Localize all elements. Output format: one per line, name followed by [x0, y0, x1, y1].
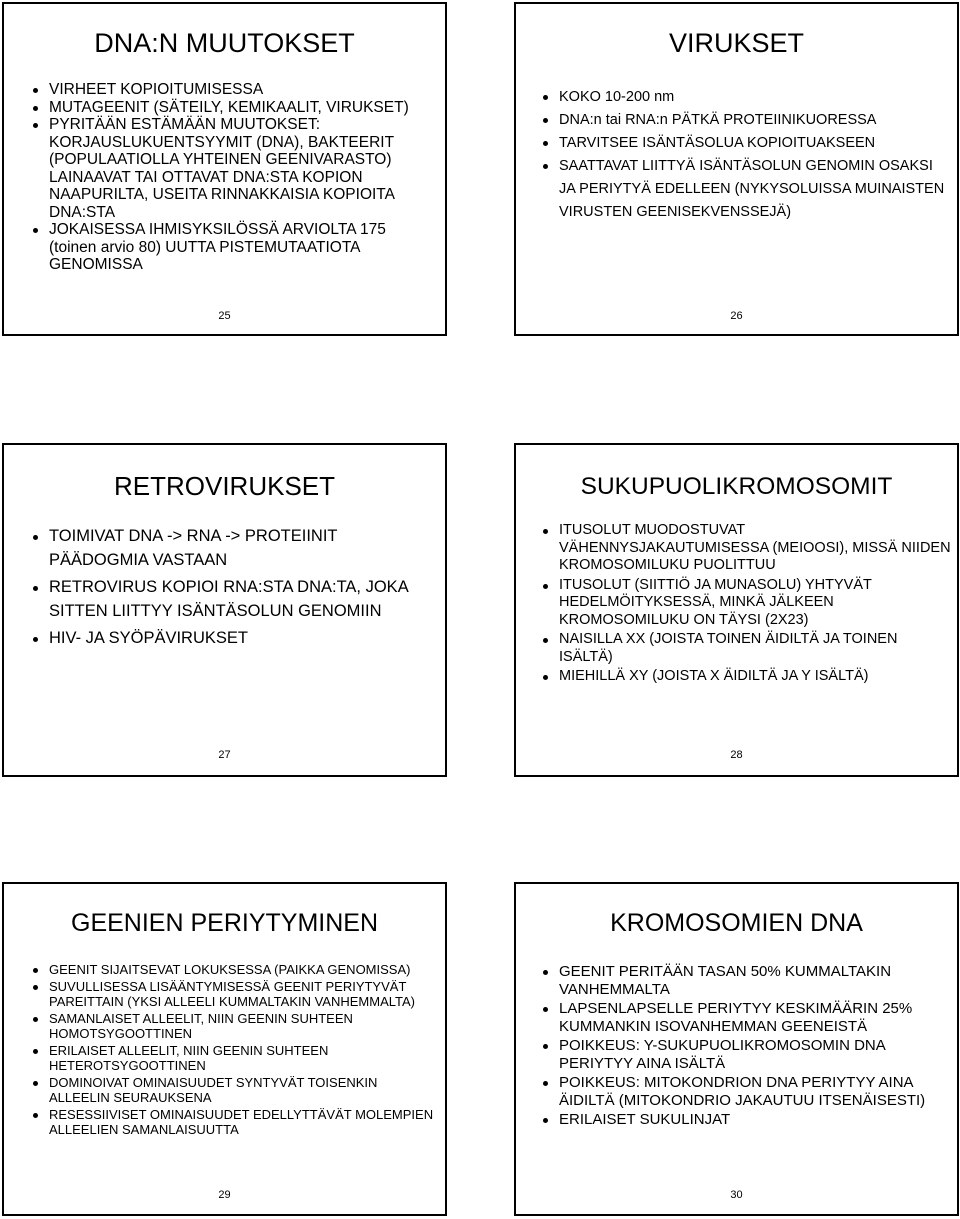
bullet-item: RESESSIIVISET OMINAISUUDET EDELLYTTÄVÄT MOLEMPIEN ALLEELIEN SAMANLAISUUTTA: [32, 1107, 437, 1138]
bullet-item: ITUSOLUT MUODOSTUVAT VÄHENNYSJAKAUTUMISESSA (MEIOOSI), MISSÄ NIIDEN KROMOSOMILUKU PUOLITTUU: [542, 522, 952, 575]
bullet-list: [542, 86, 947, 224]
slide-title: SUKUPUOLIKROMOSOMIT: [580, 473, 893, 500]
bullet-list: [32, 81, 437, 274]
bullet-item: TARVITSEE ISÄNTÄSOLUA KOPIOITUAKSEEN: [542, 132, 947, 155]
slide-title: VIRUKSET: [668, 28, 805, 58]
slide-number: 29: [218, 1189, 231, 1201]
bullet-list: [542, 963, 952, 1130]
slide-number: 26: [730, 310, 743, 322]
bullet-item: SAATTAVAT LIITTYÄ ISÄNTÄSOLUN GENOMIN OSAKSI JA PERIYTYÄ EDELLEEN (NYKYSOLUISSA MUINAISTEN VIRUSTEN GEENISEKVENSSEJÄ): [542, 155, 947, 224]
bullet-list: [32, 962, 437, 1139]
bullet-item: DOMINOIVAT OMINAISUUDET SYNTYVÄT TOISENKIN ALLEELIN SEURAUKSENA: [32, 1075, 437, 1106]
bullet-item: KOKO 10-200 nm: [542, 86, 947, 109]
bullet-item: ERILAISET ALLEELIT, NIIN GEENIN SUHTEEN HETEROTSYGOOTTINEN: [32, 1043, 437, 1074]
bullet-item: GEENIT SIJAITSEVAT LOKUKSESSA (PAIKKA GENOMISSA): [32, 962, 437, 978]
bullet-item: ERILAISET SUKULINJAT: [542, 1111, 952, 1129]
slide-number: 30: [730, 1189, 743, 1201]
slide-title: KROMOSOMIEN DNA: [610, 909, 863, 937]
bullet-item: MIEHILLÄ XY (JOISTA X ÄIDILTÄ JA Y ISÄLTÄ): [542, 668, 952, 686]
bullet-item: ITUSOLUT (SIITTIÖ JA MUNASOLU) YHTYVÄT HEDELMÖITYKSESSÄ, MINKÄ JÄLKEEN KROMOSOMILUKU ON TÄYSI (2X23): [542, 577, 952, 630]
slide-title: DNA:N MUUTOKSET: [94, 28, 355, 58]
bullet-item: POIKKEUS: Y-SUKUPUOLIKROMOSOMIN DNA PERIYTYY AINA ISÄLTÄ: [542, 1037, 952, 1073]
bullet-item: DNA:n tai RNA:n PÄTKÄ PROTEIINIKUORESSA: [542, 109, 947, 132]
bullet-item: SAMANLAISET ALLEELIT, NIIN GEENIN SUHTEEN HOMOTSYGOOTTINEN: [32, 1011, 437, 1042]
bullet-item: VIRHEET KOPIOITUMISESSA: [32, 81, 437, 99]
bullet-item: TOIMIVAT DNA -> RNA -> PROTEIINIT PÄÄDOGMIA VASTAAN: [32, 525, 437, 572]
slide-title: RETROVIRUKSET: [113, 471, 336, 501]
bullet-item: GEENIT PERITÄÄN TASAN 50% KUMMALTAKIN VANHEMMALTA: [542, 963, 952, 999]
slide-title: GEENIEN PERIYTYMINEN: [71, 909, 378, 937]
bullet-item: SUVULLISESSA LISÄÄNTYMISESSÄ GEENIT PERIYTYVÄT PAREITTAIN (YKSI ALLEELI KUMMALTAKIN VANHEMMALTA): [32, 979, 437, 1010]
slide-25: [2, 2, 447, 336]
bullet-list: [32, 525, 437, 655]
bullet-item: MUTAGEENIT (SÄTEILY, KEMIKAALIT, VIRUKSET): [32, 99, 437, 117]
bullet-item: HIV- JA SYÖPÄVIRUKSET: [32, 627, 437, 651]
slide-number: 25: [218, 310, 231, 322]
slide-number: 27: [218, 749, 231, 761]
slide-30: [514, 882, 959, 1216]
slide-27: [2, 443, 447, 777]
bullet-list: [542, 522, 952, 688]
bullet-item: NAISILLA XX (JOISTA TOINEN ÄIDILTÄ JA TOINEN ISÄLTÄ): [542, 631, 952, 666]
bullet-item: JOKAISESSA IHMISYKSILÖSSÄ ARVIOLTA 175 (toinen arvio 80) UUTTA PISTEMUTAATIOTA GENOMISSA: [32, 221, 437, 274]
bullet-item: POIKKEUS: MITOKONDRION DNA PERIYTYY AINA ÄIDILTÄ (MITOKONDRIO JAKAUTUU ITSENÄISESTI): [542, 1074, 952, 1110]
bullet-item: PYRITÄÄN ESTÄMÄÄN MUUTOKSET: KORJAUSLUKUENTSYYMIT (DNA), BAKTEERIT (POPULAATIOLLA YHTEINEN GEENIVARASTO) LAINAAVAT TAI OTTAVAT DNA:STA KOPION NAAPURILTA, USEITA RINNAKKAISIA KOPIOITA DNA:STA: [32, 116, 437, 221]
slide-29: [2, 882, 447, 1216]
slide-26: [514, 2, 959, 336]
bullet-item: LAPSENLAPSELLE PERIYTYY KESKIMÄÄRIN 25% KUMMANKIN ISOVANHEMMAN GEENEISTÄ: [542, 1000, 952, 1036]
slide-number: 28: [730, 749, 743, 761]
slide-28: [514, 443, 959, 777]
bullet-item: RETROVIRUS KOPIOI RNA:STA DNA:TA, JOKA SITTEN LIITTYY ISÄNTÄSOLUN GENOMIIN: [32, 576, 437, 623]
